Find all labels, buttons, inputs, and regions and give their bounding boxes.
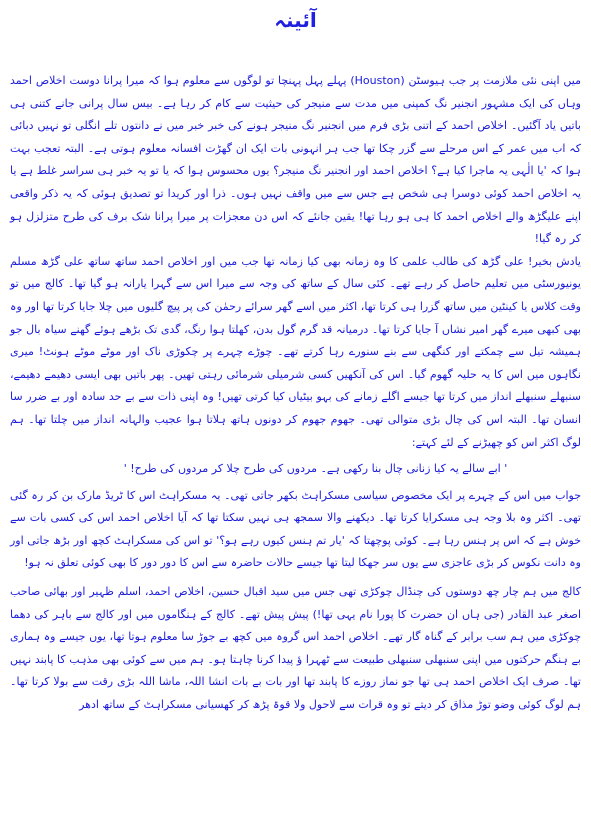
paragraph: یادش بخیر! علی گڑھ کی طالب علمی کا وہ زمانہ بھی کیا زمانہ تھا جب میں اور اخلاص احمد ساتھ ساتھ علی گڑھ مسلم یونیورسٹی میں تعلیم حاصل کر رہے تھے۔ کئی سال کے ساتھ کی وجہ سے میرا اس سے گہرا یارانہ ہو گیا تھا۔ کالج میں تو وقت کلاس یا کینٹین میں ساتھ گزرا ہی کرتا تھا، اکثر میں اسے گھر سرائے رحمٰن کی پر پیچ گلیوں میں چلا جایا کرتا تھا اور وہ بھی کبھی میرے گھر امیر نشاں آ جایا کرتا تھا۔ درمیانہ قد گرم گول بدن، کھلتا ہوا رنگ، گدی تک بڑھے ہوئے گھنے سیاہ بال جو ہمیشہ تیل سے چمکتے اور کنگھی سے بنے سنورے رہا کرتے تھے۔ چوڑے چہرے پر چکوڑی ناک اور موٹے موٹے ہونٹ! میری نگاہوں میں اس کا یہ حلیہ گھوم گیا۔ اس کی آنکھیں کسی شرمیلی شرمائی رہتی تھیں۔ پھر باتیں بھی ایسی دھیمے دھیمے، سنبھلے سنبھلے انداز میں کرتا تھا جیسے اگلے زمانے کی بہو بیٹیاں کیا کرتی تھیں! وہ اپنی ذات سے بے حد سادہ اور بے ضرر سا انسان تھا۔ البتہ اس کی چال بڑی متوالی تھی۔ جھوم جھوم کر دونوں ہاتھ ہلاتا ہوا عجیب والہانہ انداز میں چلتا تھا۔ ہم لوگ اکثر اس کو چھیڑنے کے لئے کہتے: xyxy=(10,254,581,449)
paragraph: میں اپنی نئی ملازمت پر جب ہیوسٹن (Houston) پہلے پہل پہنچا تو لوگوں سے معلوم ہوا کہ میرا پرانا دوست اخلاص احمد وہاں کی ایک مشہور انجنیر نگ کمپنی میں مدت سے منیجر کی حیثیت سے کام کر رہا ہے۔ بیس سال پرانی جانے کتنی ہی باتیں یاد آگئیں۔ اخلاص احمد کے اتنی بڑی فرم میں انجنیر نگ منیجر ہونے کی خبر خبر میں نے دانتوں تلے انگلی تو نہیں دبائی کہ اب میں عمر کے اس مرحلے سے گزر چکا تھا جب ہر انہونی بات ایک ان گھڑت افسانہ معلوم ہوتی ہے۔ البتہ تعجب بہت ہوا کہ 'یا الٰہی یہ ماجرا کیا ہے؟ اخلاص احمد اور انجنیر نگ منیجر؟ یوں محسوس ہوا کہ یا تو یہ خبر ہی سراسر غلط ہے یا یہ اخلاص احمد کوئی دوسرا ہی شخص ہے جس سے میں واقف نہیں ہوں۔ ذرا اور کریدا تو تصدیق ہوئی کہ یہ ذکر واقعی اپنے علیگڑھ والے اخلاص احمد کا ہی ہو رہا تھا! یقین جانئے کہ اس دن معجزات پر میرا پرانا شک برف کی طرح متزلزل ہو کر رہ گیا! xyxy=(10,74,581,246)
quoted-line: ' ابے سالے یہ کیا زنانی چال بنا رکھی ہے۔ مردوں کی طرح چلا کر مردوں کی طرح! ' xyxy=(123,462,508,476)
document-title: آئینہ xyxy=(274,8,317,32)
paragraph: کالج میں ہم چار چھ دوستوں کی چنڈال چوکڑی تھی جس میں سید اقبال حسین، اخلاص احمد، اسلم ظہیر اور بھائی صاحب اصغر عبد القادر (جی ہاں ان حضرت کا پورا نام یہی تھا!) پیش پیش تھے۔ کالج کے ہنگاموں میں اور کالج سے باہر کی دھما چوکڑی میں ہم سب برابر کے گناہ گار تھے۔ اخلاص احمد اس گروہ میں کچھ بے جوڑ سا معلوم ہوتا تھا، یوں جیسے وہ ہماری بے ہنگم حرکتوں میں اپنی سنبھلی سنبھلی طبیعت سے ٹھہرا ؤ پیدا کرنا چاہتا ہو۔ ہم میں سے کوئی بھی مذہب کا پابند نہیں تھا۔ صرف ایک اخلاص احمد ہی تھا جو نماز روزے کا پابند تھا اور بات بے بات انشا اللہ، ماشا اللہ بڑی رقت سے بولا کرتا تھا۔ ہم لوگ کوئی وضو توڑ مذاق کر دیتے تو وہ قرات سے لاحول ولا قوۃ پڑھ کر کھسیانی مسکراہٹ کے ساتھ ادھر xyxy=(10,585,581,712)
paragraph: جواب میں اس کے چہرے پر ایک مخصوص سیاسی مسکراہٹ بکھر جاتی تھی۔ یہ مسکراہٹ اس کا ٹریڈ مارک بن کر رہ گئی تھی۔ اکثر وہ بلا وجہ ہی مسکرایا کرتا تھا۔ دیکھنے والا سمجھ ہی نہیں سکتا تھا کہ آیا اخلاص احمد اس کی کسی بات سے خوش ہے کہ اس پر ہنس رہا ہے۔ کوئی پوچھتا کہ 'یار تم ہنس کیوں رہے ہو؟' تو اس کی مسکراہٹ کچھ اور بڑھ جاتی اور وہ دانت نکوس کر بڑی عاجزی سے یوں سر جھکا لیتا تھا جیسے حالات حاضرہ سے اس کا دور دور کا بھی کوئی تعلق نہ ہو! xyxy=(10,488,581,570)
article-body xyxy=(10,70,581,717)
